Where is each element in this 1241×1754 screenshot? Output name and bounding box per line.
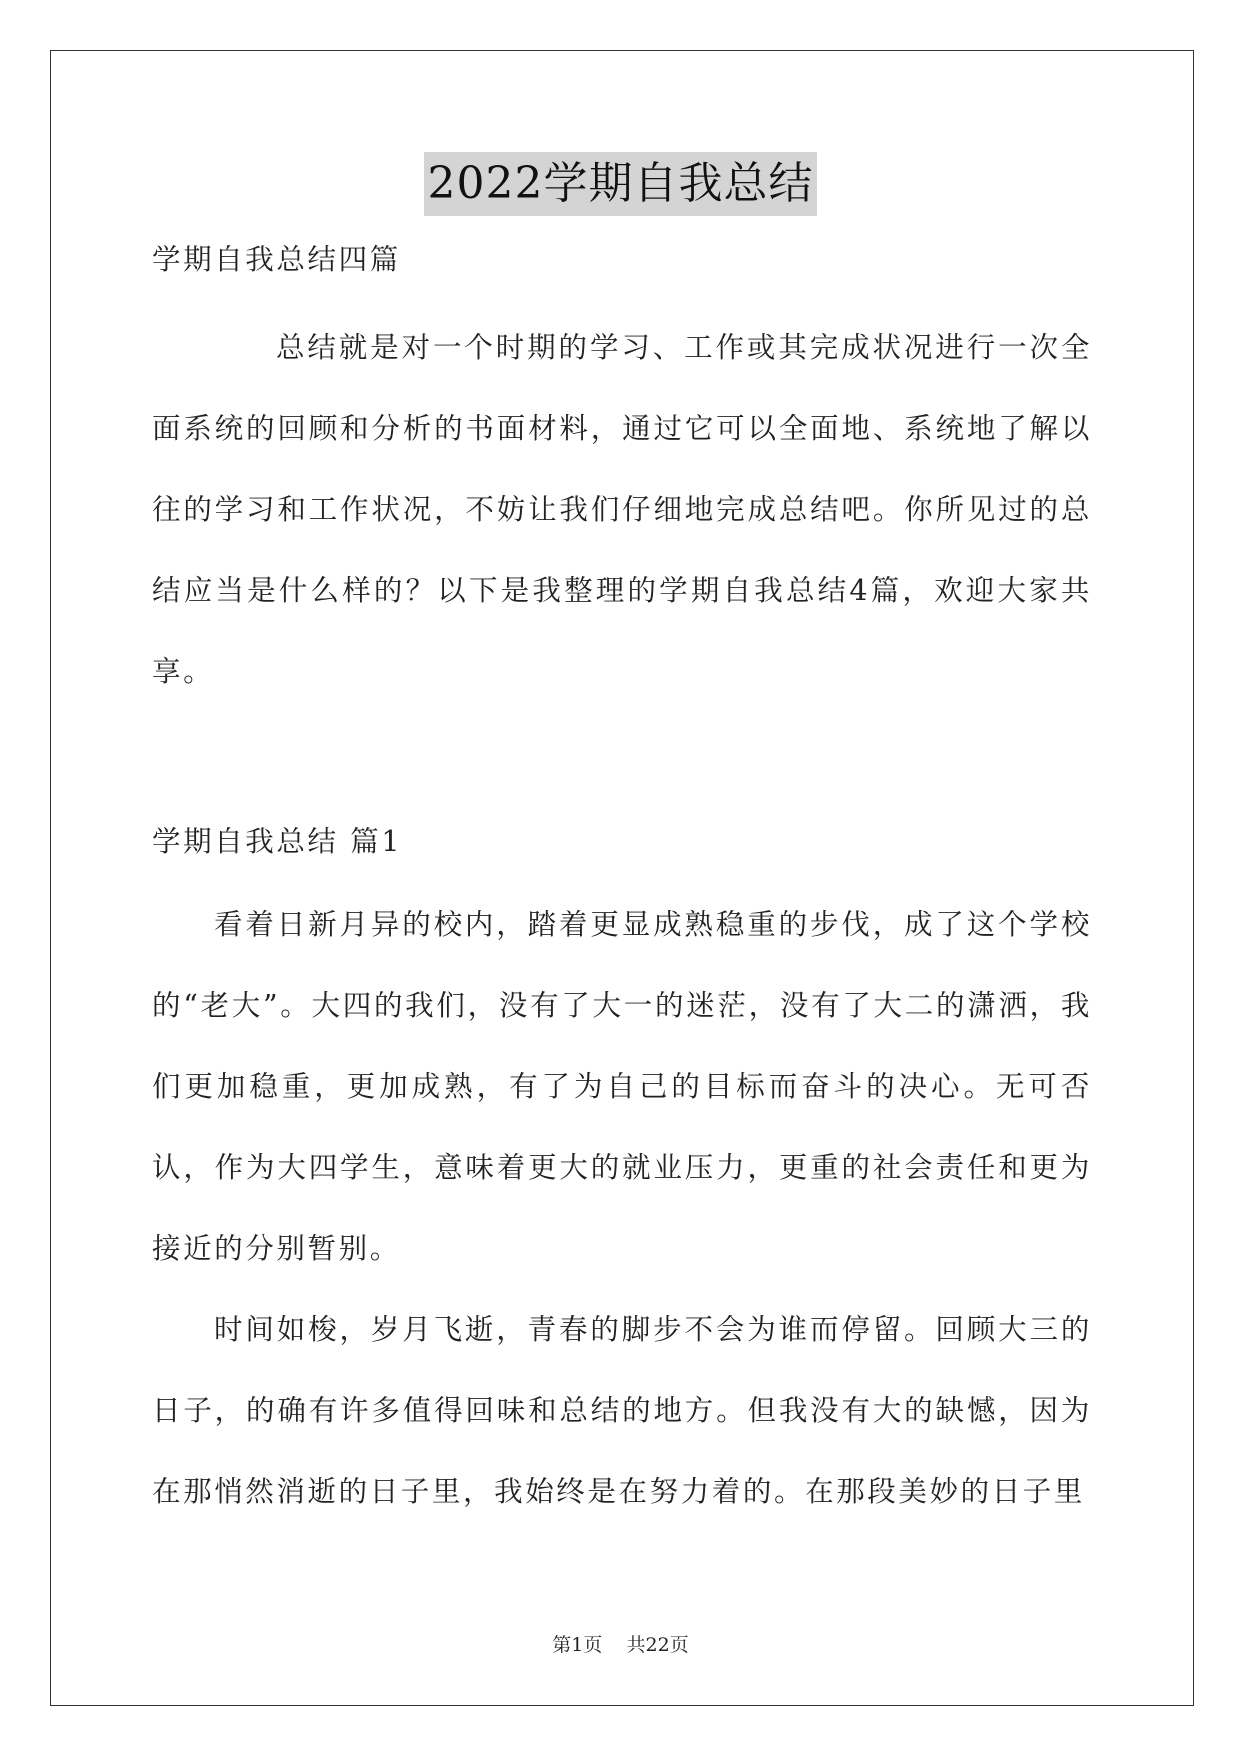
intro-paragraph: 总结就是对一个时期的学习、工作或其完成状况进行一次全面系统的回顾和分析的书面材料，通过它可以全面地、系统地了解以往的学习和工作状况，不妨让我们仔细地完成总结吧。你所见过的总结应当是什么样的？以下是我整理的学期自我总结4篇，欢迎大家共享。 — [152, 331, 1092, 688]
section-heading: 学期自我总结 篇1 — [152, 825, 403, 858]
body-paragraph-1: 看着日新月异的校内，踏着更显成熟稳重的步伐，成了这个学校的“老大”。大四的我们，没有了大一的迷茫，没有了大二的潇洒，我们更加稳重，更加成熟，有了为自己的目标而奋斗的决心。无可否认，作为大四学生，意味着更大的就业压力，更重的社会责任和更为接近的分别暂别。 — [152, 908, 1092, 1265]
page-footer — [0, 1630, 1241, 1657]
document-title: 2022学期自我总结 — [424, 152, 818, 216]
document-subtitle: 学期自我总结四篇 — [152, 243, 401, 276]
page-total: 共22页 — [626, 1634, 689, 1656]
page-number: 第1页 — [552, 1634, 603, 1656]
title-container — [0, 152, 1241, 216]
document-body — [152, 230, 1092, 1532]
body-paragraph-2: 时间如梭，岁月飞逝，青春的脚步不会为谁而停留。回顾大三的日子，的确有许多值得回味和总结的地方。但我没有大的缺憾，因为在那悄然消逝的日子里，我始终是在努力着的。在那段美妙的日子里 — [152, 1313, 1092, 1508]
